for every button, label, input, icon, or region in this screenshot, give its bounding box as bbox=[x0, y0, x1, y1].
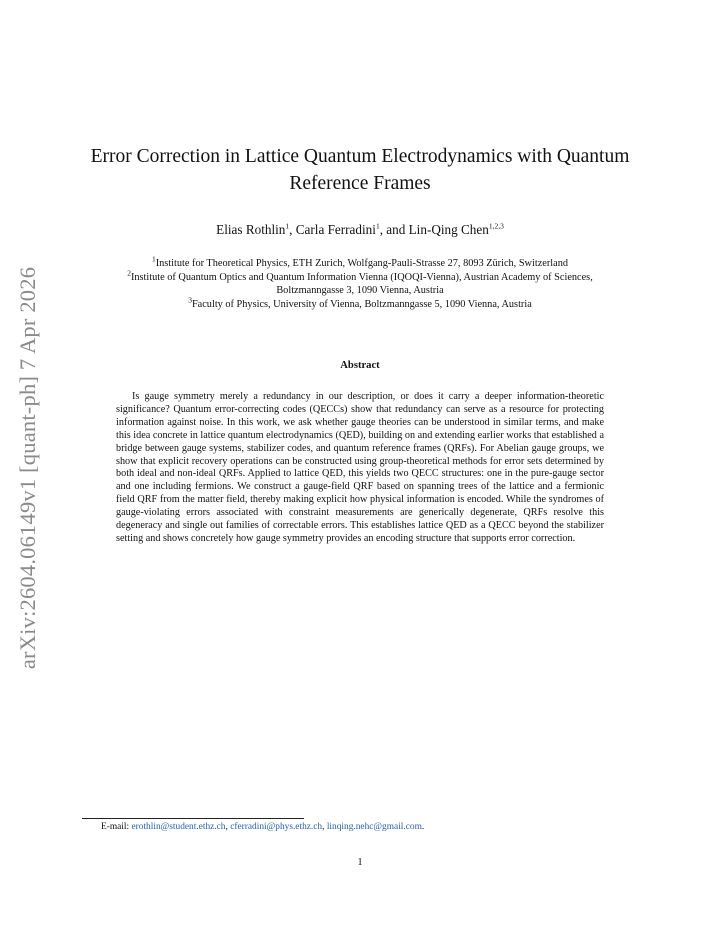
affiliation-1: $^1$Institute for Theoretical Physics, ETH Zurich, Wolfgang-Pauli-Strasse 27, 8093 Zürich, Switzerland bbox=[151, 254, 569, 269]
author-name: Elias Rothlin bbox=[216, 222, 286, 237]
author-affiliation-mark: 1,2,3 bbox=[488, 221, 504, 231]
email-link[interactable]: linqing.nehc@gmail.com bbox=[326, 822, 422, 832]
author-name: Lin-Qing Chen bbox=[408, 222, 489, 237]
abstract-heading: Abstract bbox=[340, 360, 380, 371]
footnote-emails: E-mail: erothlin@student.ethz.ch, cferradini@phys.ethz.ch, linqing.nehc@gmail.com. bbox=[101, 822, 425, 832]
author-name: Carla Ferradini bbox=[295, 222, 376, 237]
email-link[interactable]: cferradini@phys.ethz.ch bbox=[230, 822, 323, 832]
footnote-rule bbox=[82, 818, 304, 819]
affiliation-2: $^2$Institute of Quantum Optics and Quantum Information Vienna (IQOQI-Vienna), Austrian Academy of Sciences, bbox=[127, 268, 593, 283]
page-number: 1 bbox=[357, 857, 363, 868]
arxiv-sidebar-stamp bbox=[6, 255, 50, 680]
author-list: Elias Rothlin$^1$, Carla Ferradini$^1$, and Lin-Qing Chen$^{1,2,3}$ bbox=[216, 221, 504, 237]
abstract-body: Is gauge symmetry merely a redundancy in our description, or does it carry a deeper information-theoretic significance? Quantum error-correcting codes (QECCs) show that redundancy can serve as a resource for protecting information against noise. In this work, we ask whether gauge theories can be understood in similar terms, and make this idea concrete in lattice quantum electrodynamics (QED), building on and extending earlier works that established a bridge between gauge systems, stabilizer codes, and quantum reference frames (QRFs). For Abelian gauge groups, we show that explicit recovery operations can be constructed using group-theoretical methods for error sets determined by both ideal and non-ideal QRFs. Applied to lattice QED, this yields two QECC structures: one in the pure-gauge sector and one including fermions. We construct a gauge-field QRF based on spanning trees of the lattice and a fermionic field QRF from the matter field, thereby making explicit how physical information is encoded. While the syndromes of gauge-violating errors associated with constraint measurements are generically degenerate, QRFs resolve this degeneracy and single out families of correctable errors. This establishes lattice QED as a QECC beyond the stabilizer setting and shows concretely how gauge symmetry provides an encoding structure that supports error correction. bbox=[116, 391, 604, 544]
author-affiliation-mark: 1 bbox=[375, 221, 380, 231]
affiliation-3: $^3$Faculty of Physics, University of Vienna, Boltzmanngasse 5, 1090 Vienna, Austria bbox=[188, 295, 532, 310]
arxiv-id: arXiv:2604.06149v1 [quant-ph] 7 Apr 2026 bbox=[15, 266, 40, 669]
affiliations bbox=[80, 254, 640, 311]
paper-title: Error Correction in Lattice Quantum Electrodynamics with Quantum Reference Frames bbox=[90, 146, 630, 194]
affiliation-2-continued: Boltzmanngasse 3, 1090 Vienna, Austria bbox=[276, 285, 444, 296]
author-affiliation-mark: 1 bbox=[285, 221, 290, 231]
email-link[interactable]: erothlin@student.ethz.ch bbox=[131, 822, 226, 832]
